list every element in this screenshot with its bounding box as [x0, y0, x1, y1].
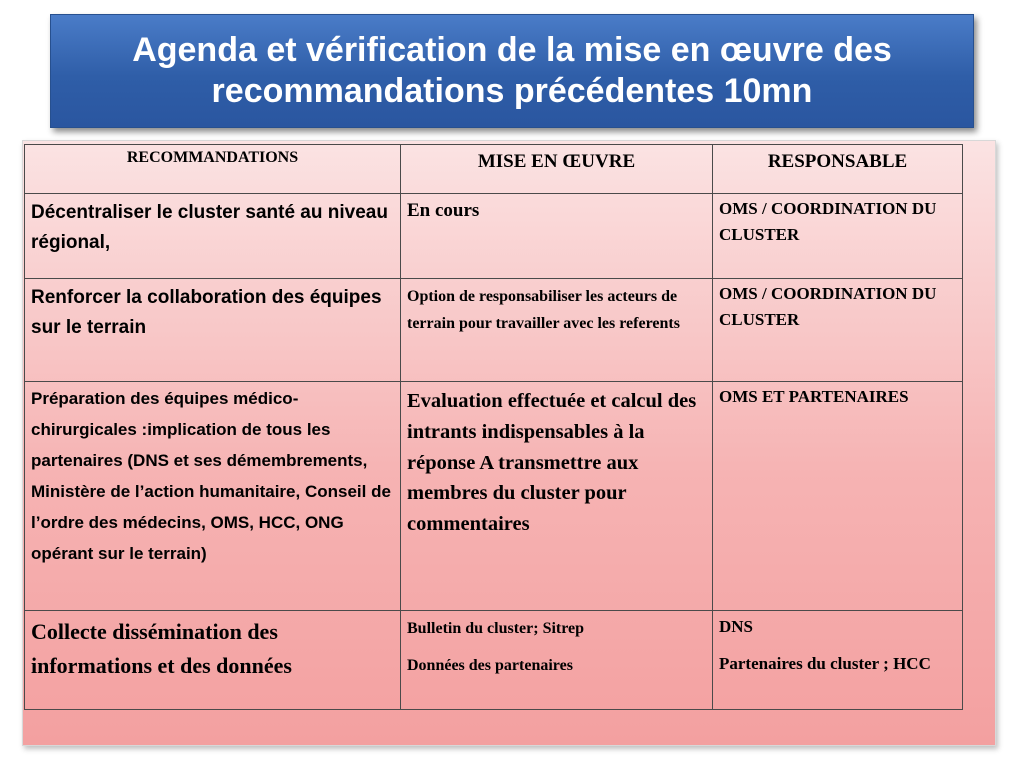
cell-responsable: OMS ET PARTENAIRES [713, 382, 963, 611]
cell-responsable: OMS / COORDINATION DU CLUSTER [713, 279, 963, 382]
cell-recommandation: Décentraliser le cluster santé au niveau régional, [25, 194, 401, 279]
cell-mise-en-oeuvre [401, 611, 713, 710]
table-row [25, 382, 963, 611]
responsable-line: Partenaires du cluster ; HCC [719, 654, 931, 674]
cell-mise-en-oeuvre: Option de responsabiliser les acteurs de terrain pour travailler avec les referents [401, 279, 713, 382]
mise-en-oeuvre-line: Données des partenaires [407, 657, 573, 675]
responsable-line: DNS [719, 617, 754, 636]
title-banner [50, 14, 974, 128]
header-responsable: RESPONSABLE [713, 145, 963, 194]
cell-recommandation: Collecte dissémination des informations et des données [25, 611, 401, 710]
table-row [25, 194, 963, 279]
cell-responsable [713, 611, 963, 710]
cell-mise-en-oeuvre: Evaluation effectuée et calcul des intrants indispensables à la réponse A transmettre aux membres du cluster pour commentaires [401, 382, 713, 611]
header-mise-en-oeuvre: MISE EN ŒUVRE [401, 145, 713, 194]
table-row [25, 611, 963, 710]
cell-mise-en-oeuvre: En cours [401, 194, 713, 279]
recommendations-table [24, 144, 963, 710]
mise-en-oeuvre-line: Bulletin du cluster; Sitrep [407, 620, 585, 637]
cell-recommandation: Renforcer la collaboration des équipes sur le terrain [25, 279, 401, 382]
slide-title: Agenda et vérification de la mise en œuvre des recommandations précédentes 10mn [132, 30, 892, 110]
cell-recommandation: Préparation des équipes médico-chirurgicales :implication de tous les partenaires (DNS et ses démembrements, Ministère de l’action humanitaire, Conseil de l’ordre des médecins, OMS, HCC, ONG opérant sur le terrain) [25, 382, 401, 611]
header-recommandations: RECOMMANDATIONS [25, 145, 401, 194]
table-row [25, 279, 963, 382]
cell-responsable: OMS / COORDINATION DU CLUSTER [713, 194, 963, 279]
table-header-row [25, 145, 963, 194]
